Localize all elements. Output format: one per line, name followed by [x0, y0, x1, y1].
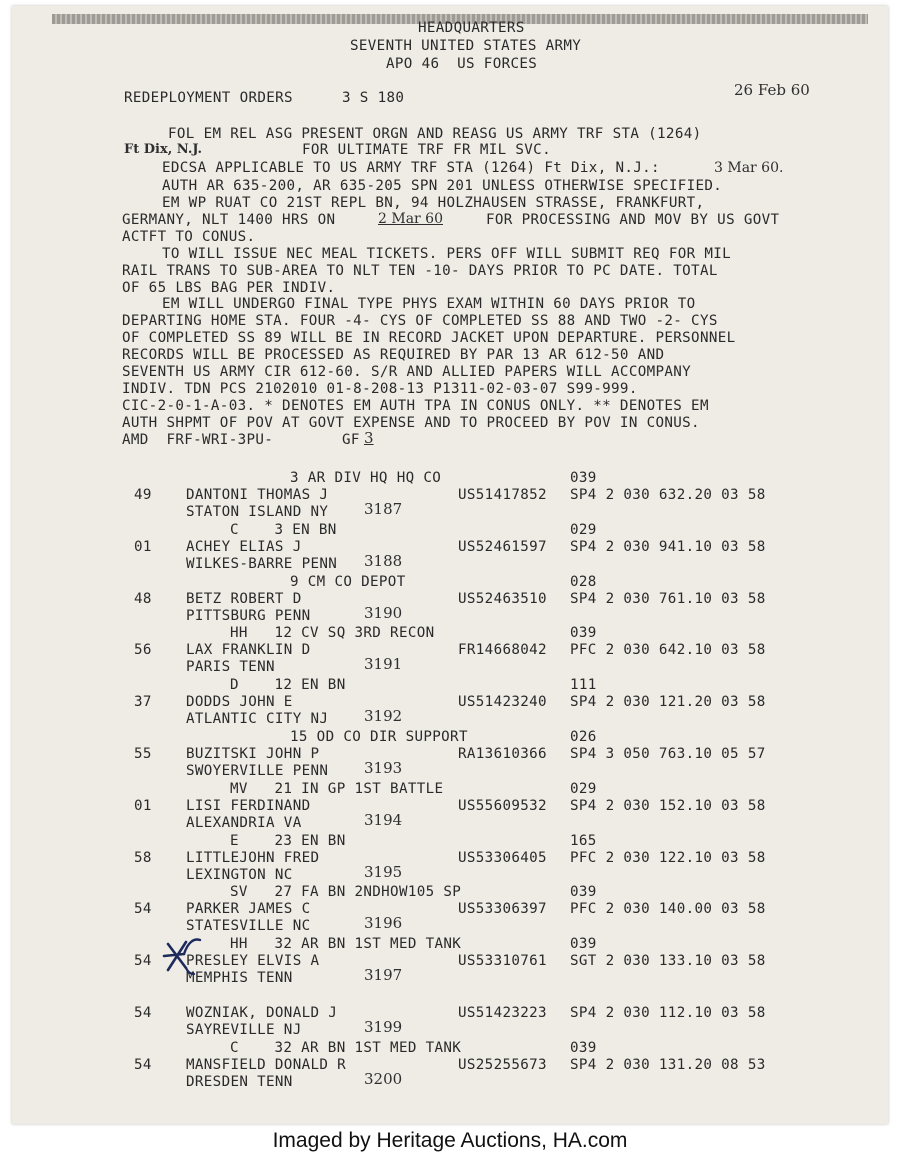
roster-name: DODDS JOHN E	[186, 694, 293, 711]
roster-details: SP4 2 030 761.10 03 58	[570, 590, 766, 607]
body-line: AMD FRF-WRI-3PU-	[122, 432, 274, 448]
roster-home: WILKES-BARRE PENN	[186, 555, 338, 572]
report-date: 2 Mar 60	[378, 211, 443, 227]
roster-details: SP4 2 030 131.20 08 53	[570, 1056, 766, 1073]
roster-service-number: US53310761	[458, 953, 547, 970]
roster-details: SGT 2 030 133.10 03 58	[570, 953, 766, 970]
roster-home: DRESDEN TENN	[186, 1073, 293, 1090]
handwritten-asterisk-icon	[160, 934, 204, 978]
body-line: INDIV. TDN PCS 2102010 01-8-208-13 P1311-02-03-07 S99-999.	[122, 381, 638, 397]
body-line: OF COMPLETED SS 89 WILL BE IN RECORD JACKET UPON DEPARTURE. PERSONNEL	[122, 330, 736, 346]
roster-sequence-number: 3199	[364, 1018, 403, 1036]
roster-line-number: 54	[134, 1005, 152, 1021]
roster-unit: 9 CM CO DEPOT	[290, 573, 406, 590]
body-line: EDCSA APPLICABLE TO US ARMY TRF STA (1264) Ft Dix, N.J.:	[162, 160, 660, 176]
orders-number: 3 S 180	[342, 90, 405, 106]
roster-service-number: US52461597	[458, 538, 547, 555]
roster-unit: C 32 AR BN 1ST MED TANK	[230, 1039, 462, 1056]
roster-sequence-number: 3197	[364, 966, 403, 985]
body-line: RAIL TRANS TO SUB-AREA TO NLT TEN -10- DAYS PRIOR TO PC DATE. TOTAL	[122, 263, 718, 279]
roster-unit-code: 039	[570, 936, 597, 953]
roster-unit-code: 026	[570, 729, 597, 745]
document-sheet	[12, 6, 888, 1124]
roster-name: LISI FERDINAND	[186, 797, 311, 814]
roster-sequence-number: 3187	[364, 500, 403, 518]
roster-unit: MV 21 IN GP 1ST BATTLE	[230, 780, 444, 797]
roster-unit: 3 AR DIV HQ HQ CO	[290, 470, 442, 486]
roster-name: PARKER JAMES C	[186, 901, 311, 918]
roster-home: SWOYERVILLE PENN	[186, 763, 329, 779]
roster-home: SAYREVILLE NJ	[186, 1022, 302, 1038]
body-line: OF 65 LBS BAG PER INDIV.	[122, 280, 336, 296]
roster-unit-code: 165	[570, 832, 597, 849]
roster-unit: HH 32 AR BN 1ST MED TANK	[230, 936, 462, 953]
body-line: AUTH AR 635-200, AR 635-205 SPN 201 UNLESS OTHERWISE SPECIFIED.	[162, 178, 723, 194]
roster-home: LEXINGTON NC	[186, 866, 293, 883]
roster-name: BUZITSKI JOHN P	[186, 746, 320, 762]
roster-sequence-number: 3200	[364, 1069, 403, 1088]
roster-details: SP4 2 030 112.10 03 58	[570, 1005, 766, 1021]
body-line-handwritten: Ft Dix, N.J.	[124, 142, 203, 157]
roster-line-number: 37	[134, 694, 152, 711]
body-line: EM WP RUAT CO 21ST REPL BN, 94 HOLZHAUSEN STRASSE, FRANKFURT,	[162, 195, 705, 211]
body-line: FOR PROCESSING AND MOV BY US GOVT	[486, 212, 780, 228]
roster-unit-code: 039	[570, 470, 597, 486]
image-credit: Imaged by Heritage Auctions, HA.com	[272, 1129, 628, 1152]
roster-line-number: 58	[134, 849, 152, 866]
body-line: EM WILL UNDERGO FINAL TYPE PHYS EXAM WITHIN 60 DAYS PRIOR TO	[162, 296, 696, 312]
roster-name: BETZ ROBERT D	[186, 590, 302, 607]
roster-unit: SV 27 FA BN 2NDHOW105 SP	[230, 884, 462, 901]
roster-home: STATON ISLAND NY	[186, 504, 329, 520]
roster-details: SP4 2 030 152.10 03 58	[570, 797, 766, 814]
roster-unit: HH 12 CV SQ 3RD RECON	[230, 625, 435, 642]
body-line: GERMANY, NLT 1400 HRS ON	[122, 212, 336, 228]
roster-line-number: 55	[134, 746, 152, 762]
roster-service-number: US52463510	[458, 590, 547, 607]
roster-unit-code: 039	[570, 625, 597, 642]
roster-details: PFC 2 030 122.10 03 58	[570, 849, 766, 866]
roster-unit-code: 039	[570, 1039, 597, 1056]
header-line-2: SEVENTH UNITED STATES ARMY	[350, 38, 582, 54]
roster-line-number: 54	[134, 953, 152, 970]
roster-unit: 15 OD CO DIR SUPPORT	[290, 729, 468, 745]
roster-sequence-number: 3193	[364, 759, 403, 777]
roster-line-number: 56	[134, 642, 152, 659]
roster-unit-code: 028	[570, 573, 597, 590]
body-line: AUTH SHPMT OF POV AT GOVT EXPENSE AND TO PROCEED BY POV IN CONUS.	[122, 415, 700, 431]
roster-home: PARIS TENN	[186, 659, 275, 676]
edcsa-date: 3 Mar 60.	[714, 160, 784, 176]
roster-home: ATLANTIC CITY NJ	[186, 711, 329, 728]
body-line: DEPARTING HOME STA. FOUR -4- CYS OF COMPLETED SS 88 AND TWO -2- CYS	[122, 313, 718, 329]
roster-details: SP4 3 050 763.10 05 57	[570, 746, 766, 762]
roster-sequence-number: 3195	[364, 862, 403, 881]
roster-line-number: 01	[134, 538, 152, 555]
roster-unit-code: 039	[570, 884, 597, 901]
roster-sequence-number: 3194	[364, 810, 403, 829]
roster-service-number: US53306405	[458, 849, 547, 866]
roster-home: PITTSBURG PENN	[186, 607, 311, 624]
roster-service-number: US53306397	[458, 901, 547, 918]
roster-sequence-number: 3192	[364, 707, 403, 726]
roster-service-number: RA13610366	[458, 746, 547, 762]
roster-line-number: 54	[134, 901, 152, 918]
roster-name: DANTONI THOMAS J	[186, 487, 329, 503]
roster-line-number: 49	[134, 487, 152, 503]
roster-details: PFC 2 030 642.10 03 58	[570, 642, 766, 659]
body-line: GF	[342, 432, 360, 448]
orders-label: REDEPLOYMENT ORDERS	[124, 90, 293, 106]
roster-sequence-number: 3188	[364, 551, 403, 570]
header-line-3: APO 46 US FORCES	[386, 56, 538, 72]
roster-line-number: 48	[134, 590, 152, 607]
roster-service-number: FR14668042	[458, 642, 547, 659]
roster-service-number: US51423240	[458, 694, 547, 711]
roster-unit-code: 029	[570, 780, 597, 797]
roster-sequence-number: 3196	[364, 914, 403, 933]
roster-line-number: 54	[134, 1056, 152, 1073]
body-line: SEVENTH US ARMY CIR 612-60. S/R AND ALLIED PAPERS WILL ACCOMPANY	[122, 364, 692, 380]
roster-service-number: US51417852	[458, 487, 547, 503]
roster-name: LAX FRANKLIN D	[186, 642, 311, 659]
body-line: FOL EM REL ASG PRESENT ORGN AND REASG US ARMY TRF STA (1264)	[168, 126, 702, 142]
roster-sequence-number: 3190	[364, 603, 403, 622]
roster-unit-code: 111	[570, 677, 597, 694]
roster-home: MEMPHIS TENN	[186, 970, 293, 987]
header-line-1: HEADQUARTERS	[418, 20, 525, 36]
roster-unit-code: 029	[570, 521, 597, 538]
roster-unit: E 23 EN BN	[230, 832, 346, 849]
roster-unit: D 12 EN BN	[230, 677, 346, 694]
body-line: TO WILL ISSUE NEC MEAL TICKETS. PERS OFF WILL SUBMIT REQ FOR MIL	[162, 246, 732, 262]
body-line: RECORDS WILL BE PROCESSED AS REQUIRED BY PAR 13 AR 612-50 AND	[122, 347, 665, 363]
roster-details: SP4 2 030 632.20 03 58	[570, 487, 766, 503]
roster-details: PFC 2 030 140.00 03 58	[570, 901, 766, 918]
roster-name: LITTLEJOHN FRED	[186, 849, 320, 866]
roster-service-number: US51423223	[458, 1005, 547, 1021]
roster-details: SP4 2 030 941.10 03 58	[570, 538, 766, 555]
roster-name: WOZNIAK, DONALD J	[186, 1005, 338, 1021]
roster-sequence-number: 3191	[364, 655, 403, 674]
roster-name: ACHEY ELIAS J	[186, 538, 302, 555]
roster-service-number: US25255673	[458, 1056, 547, 1073]
body-line: ACTFT TO CONUS.	[122, 229, 256, 245]
roster-home: ALEXANDRIA VA	[186, 814, 302, 831]
roster-unit: C 3 EN BN	[230, 521, 337, 538]
roster-details: SP4 2 030 121.20 03 58	[570, 694, 766, 711]
roster-home: STATESVILLE NC	[186, 918, 311, 935]
body-line: FOR ULTIMATE TRF FR MIL SVC.	[302, 142, 551, 158]
body-line: CIC-2-0-1-A-03. * DENOTES EM AUTH TPA IN CONUS ONLY. ** DENOTES EM	[122, 398, 709, 414]
roster-name: PRESLEY ELVIS A	[186, 953, 320, 970]
handwritten-digit: 3	[364, 429, 374, 447]
roster-name: MANSFIELD DONALD R	[186, 1056, 347, 1073]
orders-date: 26 Feb 60	[734, 81, 810, 99]
roster-line-number: 01	[134, 797, 152, 814]
roster-service-number: US55609532	[458, 797, 547, 814]
